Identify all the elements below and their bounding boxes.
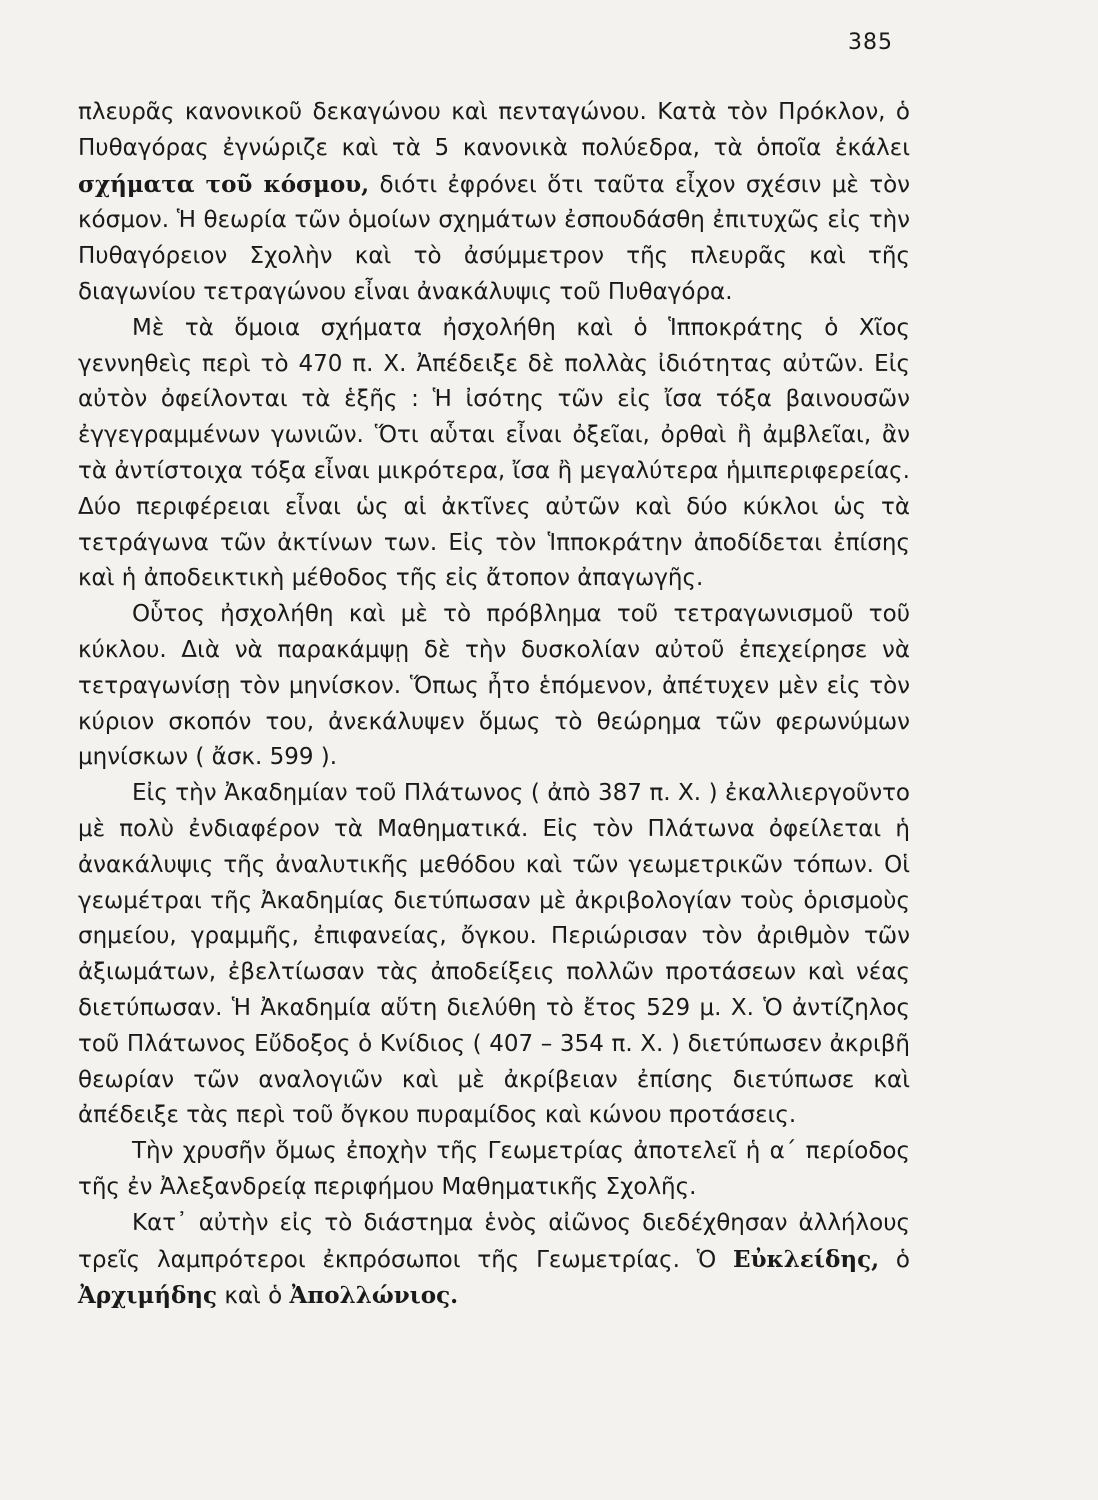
text-run: Οὗτος ἠσχολήθη καὶ μὲ τὸ πρόβλημα τοῦ τετραγωνισμοῦ τοῦ κύκλου. Διὰ νὰ παρακάμψῃ δὲ τὴν δυσκολίαν αὐτοῦ ἐπεχείρησε νὰ τετραγωνίσῃ τὸν μηνίσκον. Ὅπως ἦτο ἑπόμενον, ἀπέτυχεν μὲν εἰς τὸν κύριον σκοπόν του, ἀνεκάλυψεν ὅμως τὸ θεώρημα τῶν φερωνύμων μηνίσκων ( ἄσκ. 599 ).: [78, 601, 910, 771]
bold-term: Εὐκλείδης,: [733, 1245, 880, 1273]
text-run: Εἰς τὴν Ἀκαδημίαν τοῦ Πλάτωνος ( ἀπὸ 387 π. Χ. ) ἐκαλλιεργοῦντο μὲ πολὺ ἐνδιαφέρον τὰ Μαθηματικά. Εἰς τὸν Πλάτωνα ὀφείλεται ἡ ἀνακάλυψις τῆς ἀναλυτικῆς μεθόδου καὶ τῶν γεωμετρικῶν τόπων. Οἱ γεωμέτραι τῆς Ἀκαδημίας διετύπωσαν μὲ ἀκριβολογίαν τοὺς ὁρισμοὺς σημείου, γραμμῆς, ἐπιφανείας, ὄγκου. Περιώρισαν τὸν ἀριθμὸν τῶν ἀξιωμάτων, ἐβελτίωσαν τὰς ἀποδείξεις πολλῶν προτάσεων καὶ νέας διετύπωσαν. Ἡ Ἀκαδημία αὕτη διελύθη τὸ ἔτος 529 μ. Χ. Ὁ ἀντίζηλος τοῦ Πλάτωνος Εὔδοξος ὁ Κνίδιος ( 407 – 354 π. Χ. ) διετύπωσεν ἀκριβῆ θεωρίαν τῶν αναλογιῶν καὶ μὲ ἀκρίβειαν ἐπίσης διετύπωσε καὶ ἀπέδειξε τὰς περὶ τοῦ ὄγκου πυραμίδος καὶ κώνου προτάσεις.: [78, 780, 910, 1129]
bold-term: Ἀρχιμήδης: [78, 1282, 218, 1310]
text-run: καὶ ὁ: [217, 1283, 290, 1310]
paragraph: [78, 1134, 910, 1206]
text-run: Κατ᾿ αὐτὴν εἰς τὸ διάστημα ἑνὸς αἰῶνος διεδέχθησαν ἀλλήλους τρεῖς λαμπρότεροι ἐκπρόσωποι τῆς Γεωμετρίας. Ὁ: [78, 1209, 910, 1273]
text-run: Τὴν χρυσῆν ὅμως ἐποχὴν τῆς Γεωμετρίας ἀποτελεῖ ἡ α΄ περίοδος τῆς ἐν Ἀλεξανδρείᾳ περιφήμου Μαθηματικῆς Σχολῆς.: [78, 1138, 910, 1200]
paragraph: [78, 776, 910, 1134]
paragraph: [78, 1206, 910, 1315]
bold-term: σχήματα τοῦ κόσμου,: [78, 170, 370, 198]
text-run: Μὲ τὰ ὅμοια σχήματα ἠσχολήθη καὶ ὁ Ἱπποκράτης ὁ Χῖος γεννηθεὶς περὶ τὸ 470 π. Χ. Ἀπέδειξε δὲ πολλὰς ἰδιότητας αὐτῶν. Εἰς αὐτὸν ὀφείλονται τὰ ἑξῆς : Ἡ ἰσότης τῶν εἰς ἴσα τόξα βαινουσῶν ἐγγεγραμμένων γωνιῶν. Ὅτι αὗται εἶναι ὀξεῖαι, ὀρθαὶ ἢ ἀμβλεῖαι, ἂν τὰ ἀντίστοιχα τόξα εἶναι μικρότερα, ἴσα ἢ μεγαλύτερα ἡμιπεριφερείας. Δύο περιφέρειαι εἶναι ὡς αἱ ἀκτῖνες αὐτῶν καὶ δύο κύκλοι ὡς τὰ τετράγωνα τῶν ἀκτίνων των. Εἰς τὸν Ἱπποκράτην ἀποδίδεται ἐπίσης καὶ ἡ ἀποδεικτικὴ μέθοδος τῆς εἰς ἄτοπον ἀπαγωγῆς.: [78, 314, 910, 592]
paragraph: [78, 597, 910, 776]
page-number: 385: [848, 30, 893, 55]
text-body: [78, 95, 910, 1315]
paragraph: [78, 95, 910, 311]
text-run: πλευρᾶς κανονικοῦ δεκαγώνου καὶ πενταγώνου. Κατὰ τὸν Πρόκλον, ὁ Πυθαγόρας ἐγνώριζε καὶ τὰ 5 κανονικὰ πολύεδρα, τὰ ὁποῖα ἐκάλει: [78, 99, 910, 161]
text-run: ὁ: [879, 1246, 910, 1273]
text-run: διότι ἐφρόνει ὅτι ταῦτα εἶχον σχέσιν μὲ τὸν κόσμον. Ἡ θεωρία τῶν ὁμοίων σχημάτων ἐσπουδάσθη ἐπιτυχῶς εἰς τὴν Πυθαγόρειον Σχολὴν καὶ τὸ ἀσύμμετρον τῆς πλευρᾶς καὶ τῆς διαγωνίου τετραγώνου εἶναι ἀνακάλυψις τοῦ Πυθαγόρα.: [78, 171, 910, 305]
paragraph: [78, 311, 910, 597]
bold-term: Ἀπολλώνιος.: [289, 1282, 459, 1310]
